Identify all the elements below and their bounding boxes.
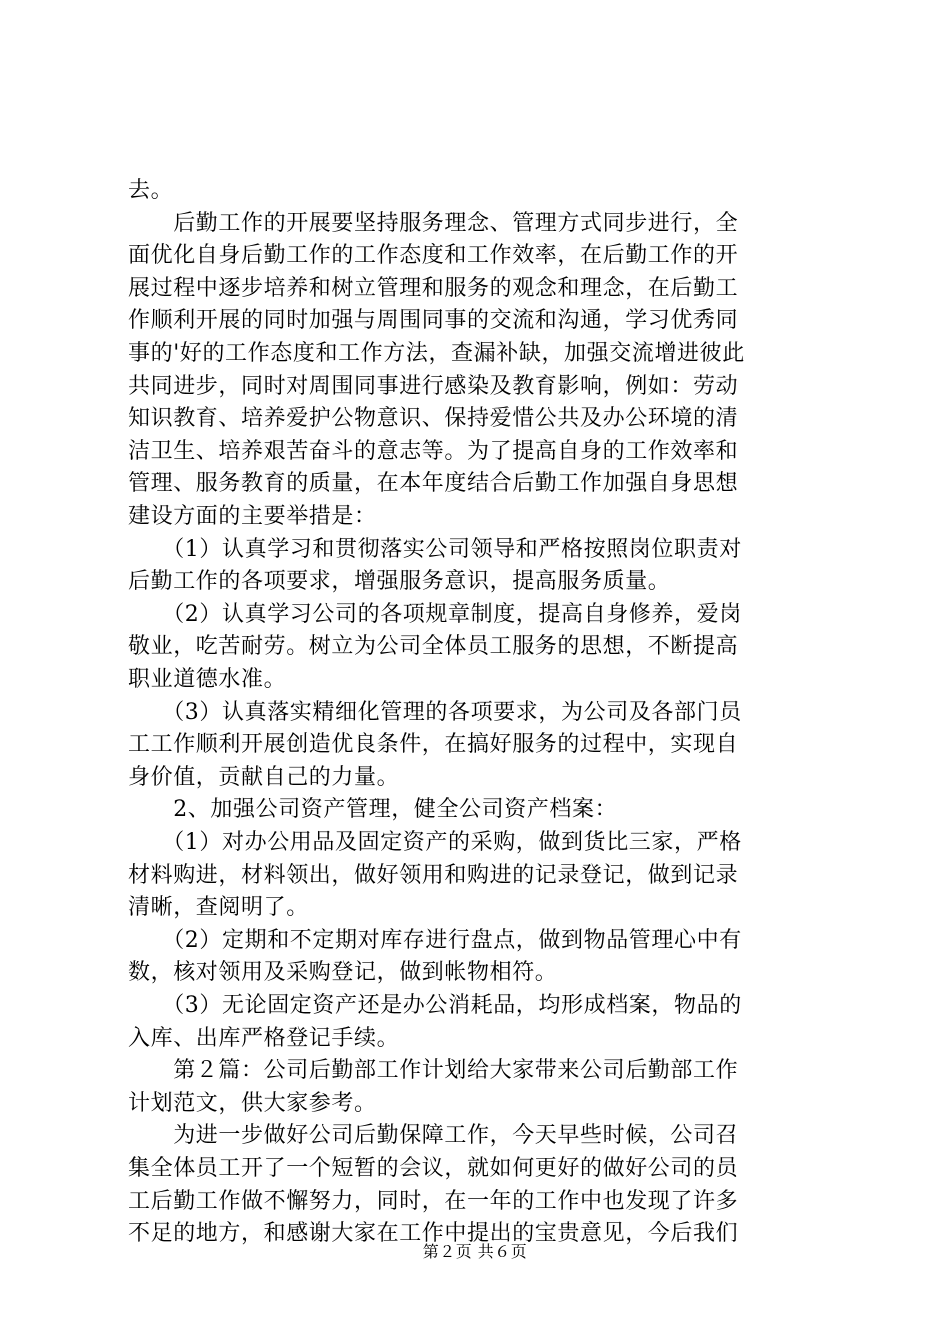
text-line: 知识教育、培养爱护公物意识、保持爱惜公共及办公环境的清 — [128, 406, 739, 432]
text-line: 作顺利开展的同时加强与周围同事的交流和沟通，学习优秀同 — [128, 308, 739, 334]
text-line: 为进一步做好公司后勤保障工作，今天早些时候，公司召 — [128, 1123, 739, 1149]
text-line: 材料购进，材料领出，做好领用和购进的记录登记，做到记录 — [128, 862, 739, 888]
text-line: 面优化自身后勤工作的工作态度和工作效率，在后勤工作的开 — [128, 243, 739, 269]
text-line: 事的'好的工作态度和工作方法，查漏补缺，加强交流增进彼此 — [128, 341, 745, 366]
text-line: 不足的地方，和感谢大家在工作中提出的宝贵意见，今后我们 — [128, 1221, 739, 1247]
text-line: （1）对办公用品及固定资产的采购，做到货比三家，严格 — [128, 830, 742, 855]
text-line: 身价值，贡献自己的力量。 — [128, 764, 400, 790]
text-line: 计划范文，供大家参考。 — [128, 1090, 377, 1116]
text-line: 管理、服务教育的质量，在本年度结合后勤工作加强自身思想 — [128, 471, 739, 497]
text-line: 共同进步，同时对周围同事进行感染及教育影响，例如：劳动 — [128, 373, 739, 399]
text-line: 第２篇：公司后勤部工作计划给大家带来公司后勤部工作 — [128, 1058, 739, 1084]
text-line: 工工作顺利开展创造优良条件，在搞好服务的过程中，实现自 — [128, 732, 739, 758]
text-line: 数，核对领用及采购登记，做到帐物相符。 — [128, 960, 558, 986]
text-line: （2）定期和不定期对库存进行盘点，做到物品管理心中有 — [128, 927, 742, 953]
text-line: 洁卫生、培养艰苦奋斗的意志等。为了提高自身的工作效率和 — [128, 438, 739, 464]
text-line: 后勤工作的各项要求，增强服务意识，提高服务质量。 — [128, 569, 671, 595]
text-line: 敬业，吃苦耐劳。树立为公司全体员工服务的思想，不断提高 — [128, 634, 739, 660]
text-line: （3）无论固定资产还是办公消耗品，均形成档案，物品的 — [128, 993, 742, 1018]
text-line: （1）认真学习和贯彻落实公司领导和严格按照岗位职责对 — [128, 536, 742, 562]
text-line: 后勤工作的开展要坚持服务理念、管理方式同步进行，全 — [128, 210, 739, 236]
text-line: 建设方面的主要举措是： — [128, 504, 377, 529]
text-line: 去。 — [128, 178, 174, 203]
text-line: （3）认真落实精细化管理的各项要求，为公司及各部门员 — [128, 699, 742, 725]
text-line: 2、加强公司资产管理，健全公司资产档案： — [128, 797, 618, 823]
text-line: 集全体员工开了一个短暂的会议，就如何更好的做好公司的员 — [128, 1156, 739, 1181]
text-line: 清晰，查阅明了。 — [128, 895, 309, 921]
text-line: 职业道德水准。 — [128, 667, 287, 692]
page-footer: 第２页 共６页 — [422, 1242, 528, 1261]
text-line: 展过程中逐步培养和树立管理和服务的观念和理念，在后勤工 — [128, 275, 739, 301]
text-line: 工后勤工作做不懈努力，同时，在一年的工作中也发现了许多 — [128, 1188, 739, 1214]
text-line: 入库、出库严格登记手续。 — [128, 1025, 400, 1051]
text-line: （2）认真学习公司的各项规章制度，提高自身修养，爱岗 — [128, 601, 742, 627]
